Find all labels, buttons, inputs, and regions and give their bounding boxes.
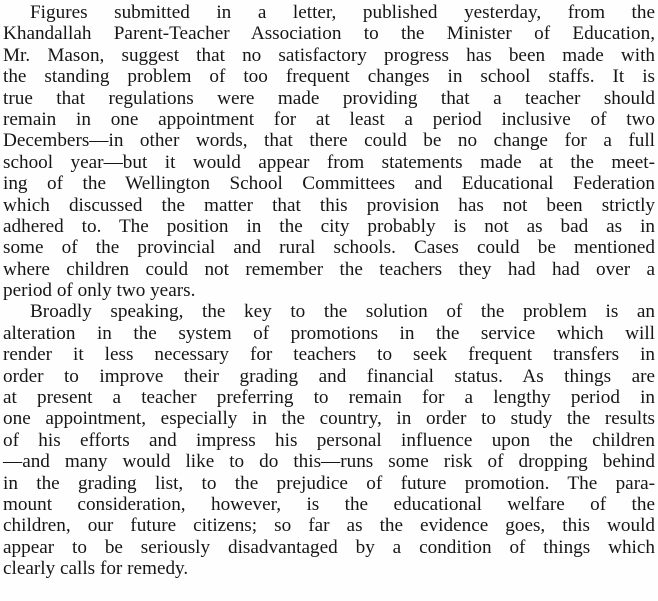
text-line: Khandallah Parent-Teacher Association to the Minister of Education, — [3, 23, 655, 45]
text-line: alteration in the system of promotions in the service which will — [3, 322, 655, 344]
text-line: in the grading list, to the prejudice of future promotion. The para- — [3, 472, 655, 494]
text-line: one appointment, especially in the country, in order to study the results — [3, 408, 655, 430]
text-line: order to improve their grading and financial status. As things are — [3, 365, 655, 387]
text-line: children, our future citizens; so far as the evidence goes, this would — [3, 515, 655, 537]
paragraph-1 — [3, 2, 655, 301]
text-line: clearly calls for remedy. — [3, 558, 189, 580]
article-body — [3, 2, 655, 580]
text-line: appear to be seriously disadvantaged by a condition of things which — [3, 536, 655, 558]
text-line: Mr. Mason, suggest that no satisfactory progress has been made with — [3, 44, 655, 66]
text-line: Decembers—in other words, that there could be no change for a full — [3, 130, 655, 152]
text-line: at present a teacher preferring to remain for a lengthy period in — [3, 387, 655, 409]
text-line: Figures submitted in a letter, published yesterday, from the — [30, 2, 655, 23]
text-line: some of the provincial and rural schools. Cases could be mentioned — [3, 237, 655, 259]
text-line: of his efforts and impress his personal influence upon the children — [3, 429, 655, 451]
text-line: true that regulations were made providing that a teacher should — [3, 87, 655, 109]
text-line: period of only two years. — [3, 280, 196, 302]
text-line: the standing problem of too frequent changes in school staffs. It is — [3, 66, 655, 88]
text-line: remain in one appointment for at least a period inclusive of two — [3, 108, 655, 130]
text-line: ing of the Wellington School Committees and Educational Federation — [3, 173, 655, 195]
text-line: Broadly speaking, the key to the solution of the problem is an — [30, 301, 655, 323]
paragraph-2 — [3, 301, 655, 579]
text-line: which discussed the matter that this provision has not been strictly — [3, 194, 655, 216]
text-line: adhered to. The position in the city probably is not as bad as in — [3, 215, 655, 237]
text-line: where children could not remember the teachers they had had over a — [3, 258, 655, 280]
text-line: mount consideration, however, is the educational welfare of the — [3, 493, 655, 515]
text-line: render it less necessary for teachers to seek frequent transfers in — [3, 344, 655, 366]
text-line: —and many would like to do this—runs some risk of dropping behind — [3, 451, 655, 473]
text-line: school year—but it would appear from statements made at the meet- — [3, 151, 655, 173]
